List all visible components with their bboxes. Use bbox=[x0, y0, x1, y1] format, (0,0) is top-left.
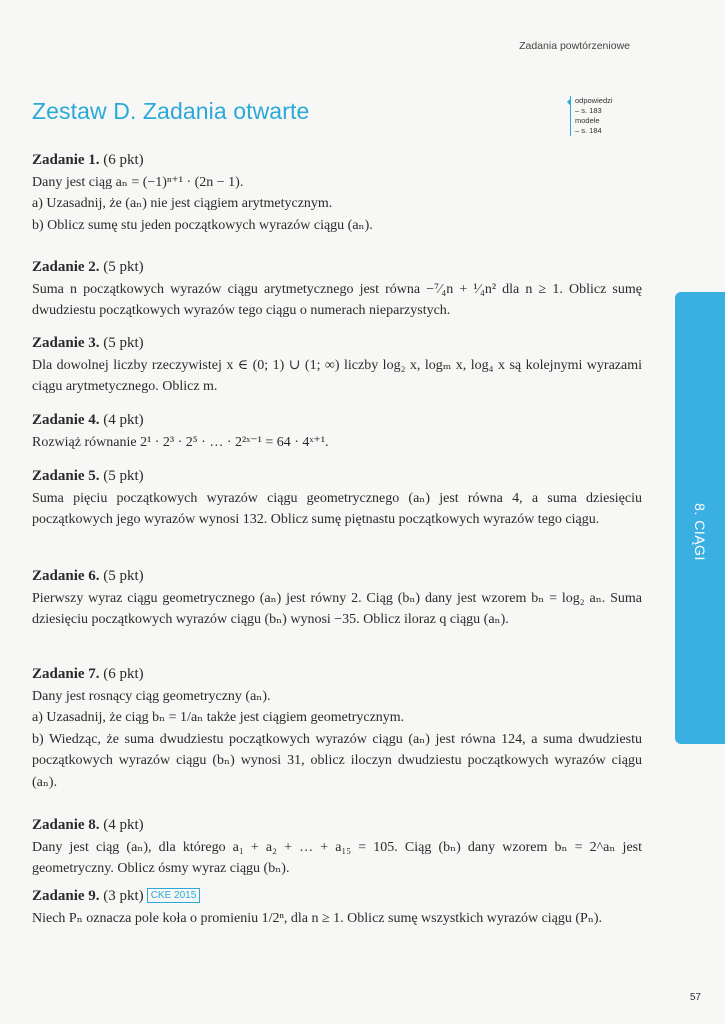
task-text: Dany jest rosnący ciąg geometryczny (aₙ). bbox=[32, 688, 271, 704]
task-8 bbox=[32, 815, 642, 880]
task-text: Dla dowolnej liczby rzeczywistej x ∈ (0; 1) ∪ (1; ∞) liczby log₂ x, logₘ x, log₄ x są kolejnymi wyrazami ciągu arytmetycznego. Oblicz m. bbox=[32, 357, 642, 394]
task-1 bbox=[32, 150, 642, 236]
chapter-tab-label: 8. CIĄGI bbox=[692, 503, 708, 561]
task-heading bbox=[32, 886, 642, 908]
task-title: Zadanie 3. bbox=[32, 335, 100, 351]
task-text: b) Wiedząc, że suma dwudziestu początkowych wyrazów ciągu (aₙ) jest równa 124, a suma dwudziestu początkowych wyrazów ciągu (bₙ) wynosi 31, oblicz iloczyn dwudziestu początkowych wyrazów ciągu (aₙ). bbox=[32, 731, 642, 790]
task-points: (5 pkt) bbox=[103, 259, 144, 275]
task-heading bbox=[32, 566, 642, 588]
task-heading bbox=[32, 257, 642, 279]
task-4 bbox=[32, 410, 642, 453]
task-title: Zadanie 7. bbox=[32, 666, 100, 682]
task-points: (6 pkt) bbox=[103, 666, 144, 682]
task-text: Rozwiąż równanie 2¹ · 2³ · 2⁵ · … · 2²ˣ⁻¹ = 64 · 4ˣ⁺¹. bbox=[32, 434, 329, 450]
task-title: Zadanie 9. bbox=[32, 888, 100, 904]
arrow-left-icon bbox=[567, 98, 571, 106]
task-7 bbox=[32, 664, 642, 793]
task-3 bbox=[32, 333, 642, 398]
task-text: Suma n początkowych wyrazów ciągu arytmetycznego jest równa −⁷⁄₄n + ¹⁄₄n² dla n ≥ 1. Oblicz sumę dwudziestu początkowych wyrazów tego ciągu o numerach nieparzystych. bbox=[32, 281, 642, 318]
task-9 bbox=[32, 886, 642, 929]
task-points: (6 pkt) bbox=[103, 152, 144, 168]
task-title: Zadanie 5. bbox=[32, 468, 100, 484]
task-text: Suma pięciu początkowych wyrazów ciągu geometrycznego (aₙ) jest równa 4, a suma dziesięciu początkowych jego wyrazów wynosi 132. Oblicz sumę piętnastu początkowych wyrazów tego ciągu. bbox=[32, 490, 642, 527]
task-points: (5 pkt) bbox=[103, 335, 144, 351]
side-note-line: – s. 183 bbox=[575, 106, 602, 115]
task-text: Niech Pₙ oznacza pole koła o promieniu 1/2ⁿ, dla n ≥ 1. Oblicz sumę wszystkich wyrazów ciągu (Pₙ). bbox=[32, 910, 603, 926]
task-points: (4 pkt) bbox=[103, 817, 144, 833]
task-title: Zadanie 2. bbox=[32, 259, 100, 275]
task-heading bbox=[32, 466, 642, 488]
task-text: Dany jest ciąg aₙ = (−1)ⁿ⁺¹ · (2n − 1). bbox=[32, 174, 244, 190]
side-note-line: – s. 184 bbox=[575, 126, 602, 135]
exam-source-badge: CKE 2015 bbox=[147, 888, 201, 903]
task-heading bbox=[32, 815, 642, 837]
task-heading bbox=[32, 664, 642, 686]
set-title: Zestaw D. Zadania otwarte bbox=[32, 98, 310, 124]
task-heading bbox=[32, 333, 642, 355]
task-heading bbox=[32, 150, 642, 172]
task-points: (4 pkt) bbox=[103, 412, 144, 428]
side-note bbox=[570, 96, 635, 136]
side-note-line: odpowiedzi bbox=[575, 96, 613, 105]
task-points: (5 pkt) bbox=[103, 568, 144, 584]
task-5 bbox=[32, 466, 642, 531]
task-text: Dany jest ciąg (aₙ), dla którego a₁ + a₂ + … + a₁₅ = 105. Ciąg (bₙ) dany wzorem bₙ = 2^aₙ jest geometryczny. Oblicz ósmy wyraz ciągu (bₙ). bbox=[32, 839, 642, 876]
task-title: Zadanie 8. bbox=[32, 817, 100, 833]
side-note-line: modele bbox=[575, 116, 600, 125]
task-text: Pierwszy wyraz ciągu geometrycznego (aₙ) jest równy 2. Ciąg (bₙ) dany jest wzorem bₙ = log₂ aₙ. Suma dziesięciu początkowych wyrazów ciągu (bₙ) wynosi −35. Oblicz iloraz q ciągu (aₙ). bbox=[32, 590, 642, 627]
task-points: (3 pkt) bbox=[103, 888, 144, 904]
task-text: a) Uzasadnij, że ciąg bₙ = 1/aₙ także jest ciągiem geometrycznym. bbox=[32, 710, 405, 725]
task-points: (5 pkt) bbox=[103, 468, 144, 484]
task-heading bbox=[32, 410, 642, 432]
page-number: 57 bbox=[689, 992, 701, 1003]
task-text: a) Uzasadnij, że (aₙ) nie jest ciągiem arytmetycznym. bbox=[32, 196, 333, 211]
running-head: Zadania powtórzeniowe bbox=[519, 40, 630, 52]
task-title: Zadanie 6. bbox=[32, 568, 100, 584]
task-text: b) Oblicz sumę stu jeden początkowych wyrazów ciągu (aₙ). bbox=[32, 217, 373, 233]
task-6 bbox=[32, 566, 642, 631]
chapter-tab bbox=[675, 292, 725, 744]
task-2 bbox=[32, 257, 642, 322]
task-title: Zadanie 4. bbox=[32, 412, 100, 428]
task-title: Zadanie 1. bbox=[32, 152, 100, 168]
